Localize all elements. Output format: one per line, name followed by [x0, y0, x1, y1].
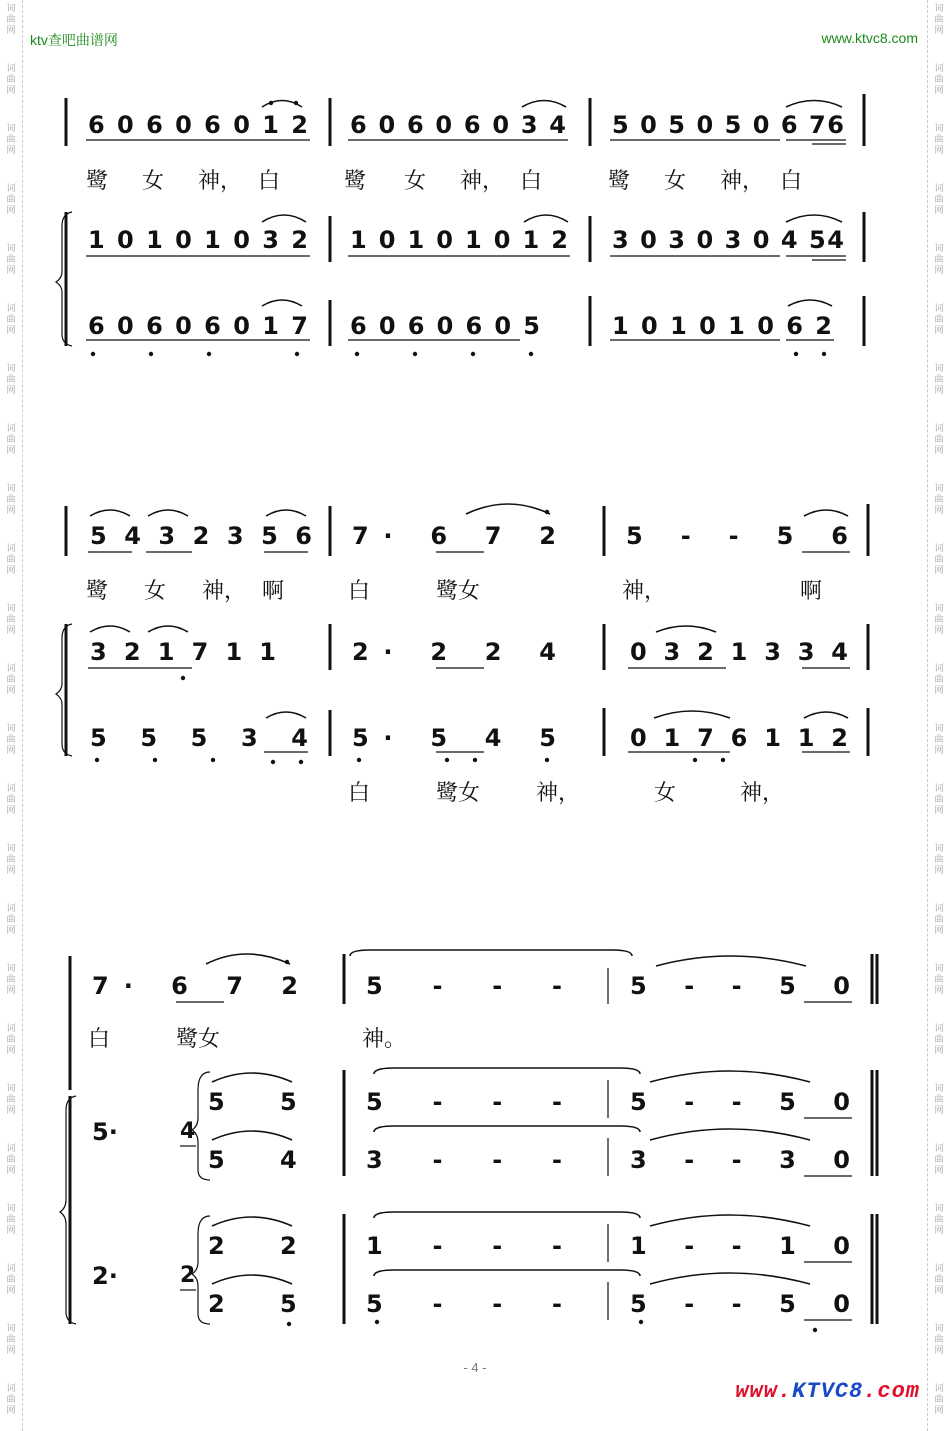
divisi-top-lower-bar-1: 3 - - -	[366, 1146, 562, 1174]
divisi-bottom-lower-1: 2	[208, 1290, 225, 1318]
watermark-stamp: 词 曲 网	[934, 124, 944, 156]
watermark-stamp: 词 曲 网	[934, 724, 944, 756]
soprano-bar-6: 5 - - 5 6	[626, 522, 848, 550]
slur	[148, 626, 188, 632]
watermark-stamp: 词 曲 网	[934, 544, 944, 576]
tie	[374, 1068, 640, 1074]
alto-bar-2: 1 0 1 0 1 0 1 2	[350, 226, 568, 254]
watermark-stamp: 词 曲 网	[6, 124, 16, 156]
bass-lyrics	[348, 781, 784, 806]
watermark-stamp: 词 曲 网	[934, 424, 944, 456]
slur	[262, 215, 306, 222]
watermark-stamp: 词 曲 网	[6, 304, 16, 336]
lyric: 鹭	[344, 169, 367, 194]
watermark-stamp: 词 曲 网	[934, 1204, 944, 1236]
lyric: 白	[348, 781, 371, 806]
lyric: 白	[348, 579, 371, 604]
lyric: 神，	[622, 579, 667, 604]
divisi-bottom-upper-bar-1: 1 - - -	[366, 1232, 562, 1260]
system-1	[56, 94, 864, 356]
lyric: 女	[404, 169, 427, 194]
soprano-bar-4: 5 4 3 2 3 5 6	[90, 522, 312, 550]
lyrics-line-3	[88, 1027, 406, 1052]
watermark-stamp: 词 曲 网	[6, 1264, 16, 1296]
watermark-stamp: 词 曲 网	[934, 484, 944, 516]
watermark-stamp: 词 曲 网	[6, 964, 16, 996]
bass-bar-2: 6 0 6 0 6 0 5	[350, 312, 540, 340]
divisi-top-lower-bar-2: 3 - - 3 0	[630, 1146, 850, 1174]
watermark-stamp: 词 曲 网	[6, 484, 16, 516]
divisi-top-upper-bar-1: 5 - - -	[366, 1088, 562, 1116]
lyric: 神，	[536, 781, 581, 806]
soprano-bar-5: 7· 6 7 2	[352, 522, 556, 550]
lyric: 白	[258, 169, 281, 194]
lyric: 神，	[202, 579, 247, 604]
lower-octave-dots	[91, 352, 826, 356]
slur	[804, 712, 848, 718]
tie	[650, 1129, 810, 1140]
lyric: 白	[88, 1027, 111, 1052]
watermark-stamp: 词 曲 网	[6, 364, 16, 396]
octave-dot	[181, 676, 185, 680]
lyric: 鹭	[86, 579, 109, 604]
lyric: 啊	[800, 579, 823, 604]
alto-bar-5: 2· 2 2 4	[352, 638, 556, 666]
alto-bar-6: 0 3 2 1 3 3 4	[630, 638, 848, 666]
slur	[212, 1073, 292, 1082]
brand-suffix: .com	[863, 1379, 920, 1404]
tie	[650, 1273, 810, 1284]
lyric: 神，	[720, 169, 765, 194]
divisi-bottom-lower-bar-1: 5 - - -	[366, 1290, 562, 1318]
octave-dot	[545, 510, 549, 514]
tie	[374, 1212, 640, 1218]
brand-main: KTVC8	[792, 1379, 864, 1404]
watermark-stamp: 词 曲 网	[6, 1024, 16, 1056]
footer-brand-logo[interactable]	[735, 1379, 920, 1404]
lyric: 白	[780, 169, 803, 194]
slur	[524, 215, 568, 222]
octave-dot	[269, 101, 273, 105]
system-3	[60, 950, 877, 1332]
watermark-stamp: 词 曲 网	[934, 1144, 944, 1176]
divisi-top-left-note: 5·	[92, 1118, 118, 1146]
watermark-stamp: 词 曲 网	[934, 904, 944, 936]
tie	[374, 1126, 640, 1132]
divisi-top-lower-1: 5	[208, 1146, 225, 1174]
slur	[266, 712, 306, 718]
soprano-bar-7: 7· 6 7 2	[92, 972, 298, 1000]
lyric: 女	[654, 781, 677, 806]
tie	[350, 950, 632, 956]
lyric: 鹭	[86, 169, 109, 194]
watermark-stamp: 词 曲 网	[6, 784, 16, 816]
site-name-left[interactable]: ktv查吧曲谱网	[30, 32, 118, 48]
brace	[60, 1096, 76, 1324]
divisi-top-lower-2: 4	[280, 1146, 297, 1174]
watermark-stamp: 词 曲 网	[6, 244, 16, 276]
bass-bar-4: 5 5 5 3 4	[90, 724, 308, 752]
lower-octave-dots	[375, 1320, 817, 1332]
slur	[212, 1217, 292, 1226]
watermark-stamp: 词 曲 网	[934, 664, 944, 696]
brace	[56, 624, 72, 756]
watermark-stamp: 词 曲 网	[934, 4, 944, 36]
divisi-bottom-lower-bar-2: 5 - - 5 0	[630, 1290, 850, 1318]
divisi-bottom-lower-2: 5	[280, 1290, 297, 1318]
watermark-stamp: 词 曲 网	[934, 1264, 944, 1296]
soprano-bar-1: 6 0 6 0 6 0 1 2	[88, 111, 308, 139]
tie	[650, 1071, 810, 1082]
watermark-stamp: 词 曲 网	[6, 844, 16, 876]
soprano-bar-9: 5 - - 5 0	[630, 972, 850, 1000]
slur	[804, 510, 848, 516]
watermark-stamp: 词 曲 网	[934, 604, 944, 636]
watermark-stamp: 词 曲 网	[6, 1084, 16, 1116]
slur	[466, 504, 550, 514]
tie	[656, 956, 806, 966]
soprano-bar-8: 5 - - -	[366, 972, 562, 1000]
watermark-stamp: 词 曲 网	[6, 1324, 16, 1356]
watermark-stamp: 词 曲 网	[934, 964, 944, 996]
divisi-bottom-upper-1: 2	[208, 1232, 225, 1260]
divisi-top-upper-bar-2: 5 - - 5 0	[630, 1088, 850, 1116]
bass-bar-5: 5· 5 4 5	[352, 724, 556, 752]
slur	[522, 101, 566, 108]
watermark-stamp: 词 曲 网	[934, 184, 944, 216]
slur	[656, 626, 716, 632]
watermark-stamp: 词 曲 网	[934, 1384, 944, 1416]
page-number: - 4 -	[463, 1360, 487, 1375]
divisi-top-upper-1: 5	[208, 1088, 225, 1116]
bass-bar-1: 6 0 6 0 6 0 1 7	[88, 312, 308, 340]
slur	[90, 626, 130, 632]
watermark-stamp: 词 曲 网	[934, 1324, 944, 1356]
slur	[786, 215, 842, 222]
watermark-stamp: 词 曲 网	[934, 364, 944, 396]
lyric: 白	[520, 169, 543, 194]
slur	[262, 300, 302, 306]
brand-prefix: www.	[735, 1379, 793, 1404]
watermark-stamp: 词 曲 网	[6, 424, 16, 456]
lyrics-line-1	[86, 169, 802, 194]
soprano-bar-3: 5 0 5 0 5 0 6 76	[612, 111, 844, 139]
lyric: 女	[664, 169, 687, 194]
slur	[212, 1275, 292, 1284]
lyric: 神，	[198, 169, 243, 194]
watermark-stamp: 词 曲 网	[934, 244, 944, 276]
divisi-bottom-left-note: 2·	[92, 1262, 118, 1290]
lower-octave-dots	[95, 758, 725, 764]
slur	[654, 711, 730, 718]
lyric: 鹭女	[436, 781, 481, 806]
divisi-top-upper-2: 5	[280, 1088, 297, 1116]
site-url-right[interactable]: www.ktvc8.com	[821, 30, 918, 46]
watermark-stamp: 词 曲 网	[6, 544, 16, 576]
time-signature-bottom: 2	[180, 1263, 196, 1288]
octave-dot	[294, 101, 298, 105]
tie	[374, 1270, 640, 1276]
lyric: 神，	[740, 781, 785, 806]
watermark-stamp: 词 曲 网	[6, 184, 16, 216]
watermark-stamp: 词 曲 网	[934, 784, 944, 816]
slur	[786, 101, 842, 108]
watermark-stamp: 词 曲 网	[6, 904, 16, 936]
lyric: 女	[142, 169, 165, 194]
watermark-stamp: 词 曲 网	[6, 1384, 16, 1416]
watermark-stamp: 词 曲 网	[6, 604, 16, 636]
slur	[788, 300, 832, 306]
alto-bar-4: 3 2 1 7 1 1	[90, 638, 276, 666]
soprano-bar-2: 6 0 6 0 6 0 3 4	[350, 111, 566, 139]
watermark-stamp: 词 曲 网	[934, 64, 944, 96]
lyric: 女	[144, 579, 167, 604]
lyric: 鹭	[608, 169, 631, 194]
bass-bar-6: 0 1 7 6 1 1 2	[630, 724, 848, 752]
divisi-bottom-upper-bar-2: 1 - - 1 0	[630, 1232, 850, 1260]
lyric: 神。	[362, 1027, 407, 1052]
octave-dot	[285, 960, 289, 964]
octave-dot	[287, 1322, 291, 1326]
lyric: 啊	[262, 579, 285, 604]
time-signature-top: 4	[180, 1119, 196, 1144]
divisi-bottom-upper-2: 2	[280, 1232, 297, 1260]
alto-bar-3: 3 0 3 0 3 0 4 54	[612, 226, 844, 254]
watermark-stamp: 词 曲 网	[6, 4, 16, 36]
slur	[266, 510, 306, 516]
watermark-stamp: 词 曲 网	[934, 304, 944, 336]
slur	[206, 954, 290, 964]
watermark-stamp: 词 曲 网	[934, 1084, 944, 1116]
lyric: 鹭女	[436, 579, 481, 604]
slur	[212, 1131, 292, 1140]
watermark-stamp: 词 曲 网	[6, 724, 16, 756]
alto-bar-1: 1 0 1 0 1 0 3 2	[88, 226, 308, 254]
watermark-stamp: 词 曲 网	[934, 1024, 944, 1056]
system-2	[56, 504, 868, 806]
slur	[90, 510, 130, 516]
slur	[148, 510, 188, 516]
lyric: 鹭女	[176, 1027, 221, 1052]
watermark-stamp: 词 曲 网	[6, 1204, 16, 1236]
bass-bar-3: 1 0 1 0 1 0 6 2	[612, 312, 832, 340]
watermark-stamp: 词 曲 网	[6, 1144, 16, 1176]
watermark-stamp: 词 曲 网	[934, 844, 944, 876]
lyric: 神，	[460, 169, 505, 194]
lyrics-line-2	[86, 579, 822, 604]
tie	[650, 1215, 810, 1226]
watermark-stamp: 词 曲 网	[6, 664, 16, 696]
brace	[56, 212, 72, 346]
watermark-stamp: 词 曲 网	[6, 64, 16, 96]
